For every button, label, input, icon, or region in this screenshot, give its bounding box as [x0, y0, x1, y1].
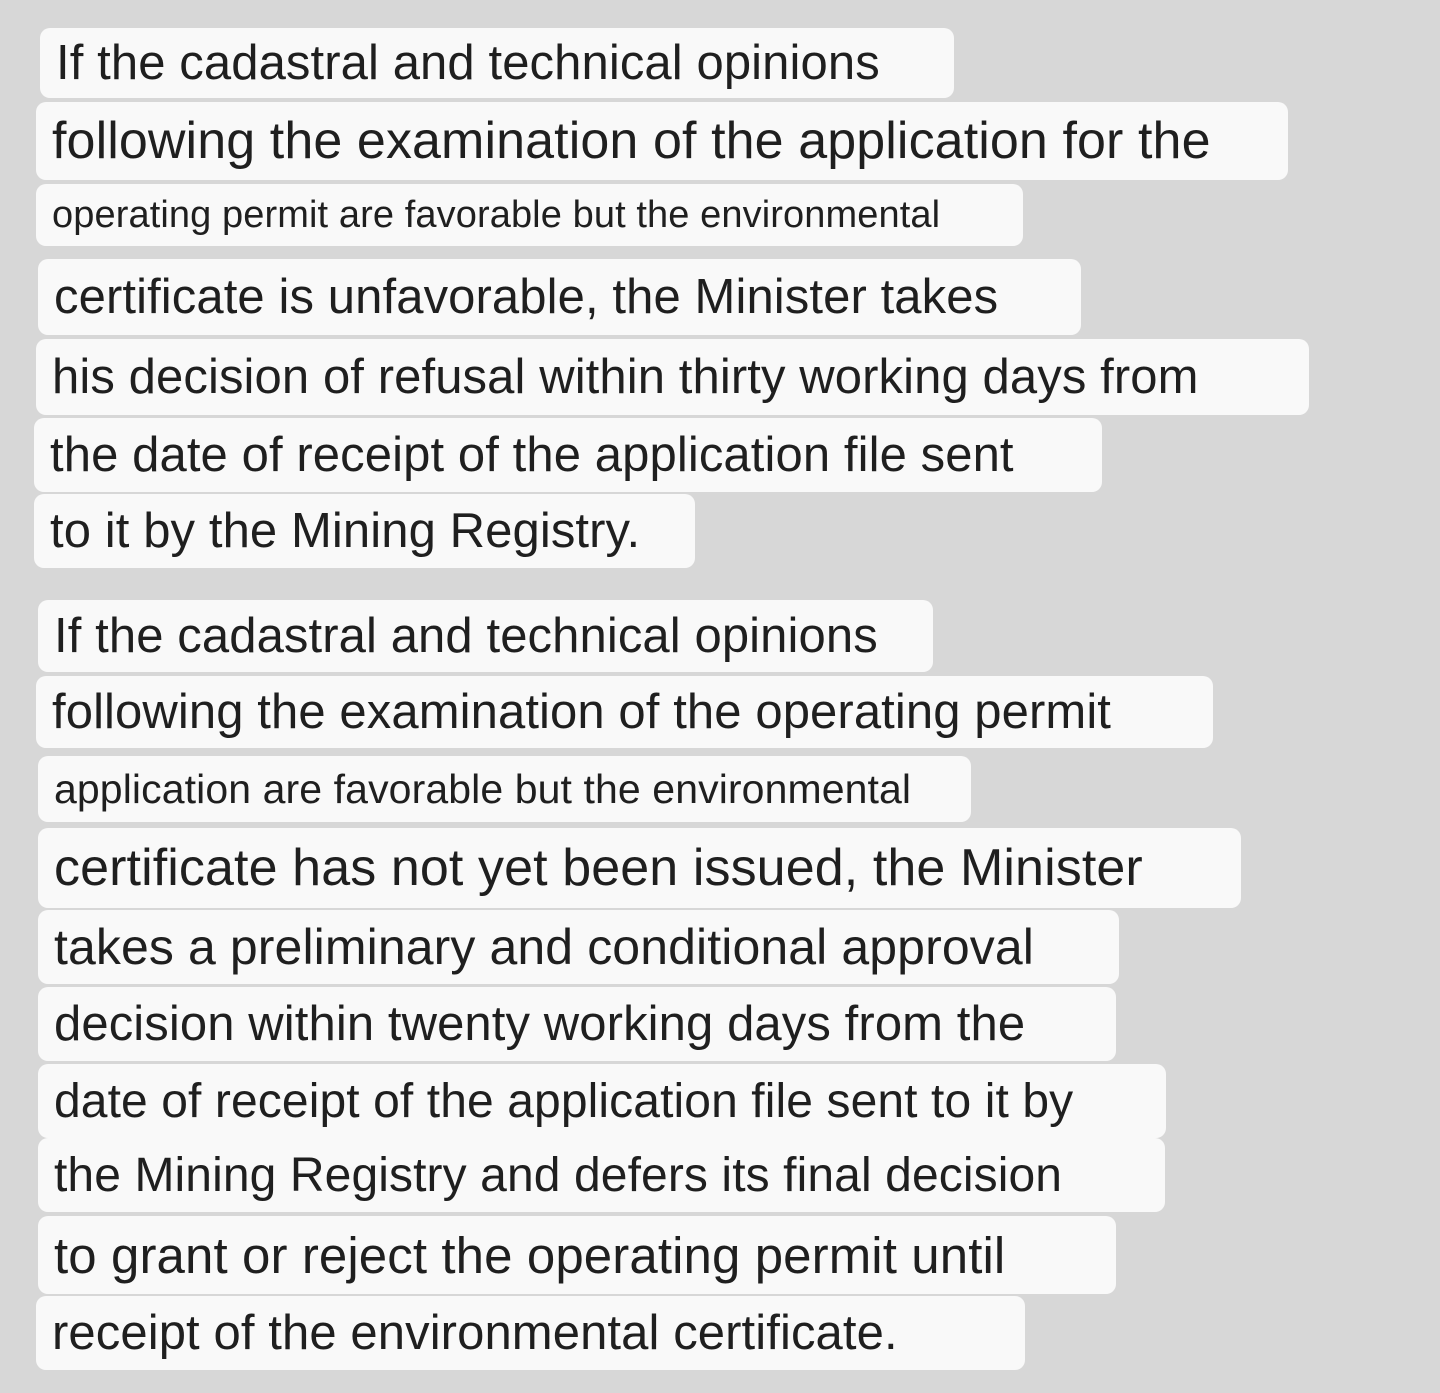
line-text: the Mining Registry and defers its final decision: [54, 1148, 1063, 1202]
paragraph-line: [38, 1064, 1166, 1138]
paragraph-line: [34, 418, 1102, 492]
paragraph-line: [38, 259, 1081, 335]
line-text: receipt of the environmental certificate.: [52, 1306, 898, 1360]
paragraph-line: [38, 828, 1241, 908]
line-text: application are favorable but the environmental: [54, 765, 912, 812]
paragraph-line: [38, 600, 933, 672]
line-text: If the cadastral and technical opinions: [54, 609, 878, 663]
line-text: his decision of refusal within thirty working days from: [52, 350, 1199, 404]
line-text: to it by the Mining Registry.: [50, 504, 641, 558]
paragraph-line: [38, 910, 1119, 984]
paragraph-line: [36, 1296, 1025, 1370]
paragraph-line: [36, 184, 1023, 246]
line-text: date of receipt of the application file sent to it by: [54, 1074, 1074, 1128]
paragraph-line: [36, 676, 1213, 748]
line-text: following the examination of the operating permit: [52, 685, 1112, 739]
paragraph-line: [38, 987, 1116, 1061]
line-text: decision within twenty working days from the: [54, 997, 1026, 1051]
line-text: following the examination of the application for the: [52, 112, 1211, 170]
line-text: If the cadastral and technical opinions: [56, 36, 880, 90]
paragraph-line: [38, 1216, 1116, 1294]
paragraph-line: [40, 28, 954, 98]
paragraph-line: [38, 1138, 1165, 1212]
paragraph-line: [34, 494, 695, 568]
paragraph-line: [36, 102, 1288, 180]
paragraph-line: [36, 339, 1309, 415]
line-text: takes a preliminary and conditional approval: [54, 919, 1034, 975]
line-text: to grant or reject the operating permit until: [54, 1226, 1006, 1284]
paragraph-line: [38, 756, 971, 822]
line-text: operating permit are favorable but the environmental: [52, 193, 941, 236]
line-text: the date of receipt of the application file sent: [50, 428, 1014, 482]
line-text: certificate has not yet been issued, the Minister: [54, 839, 1143, 897]
line-text: certificate is unfavorable, the Minister takes: [54, 270, 999, 324]
